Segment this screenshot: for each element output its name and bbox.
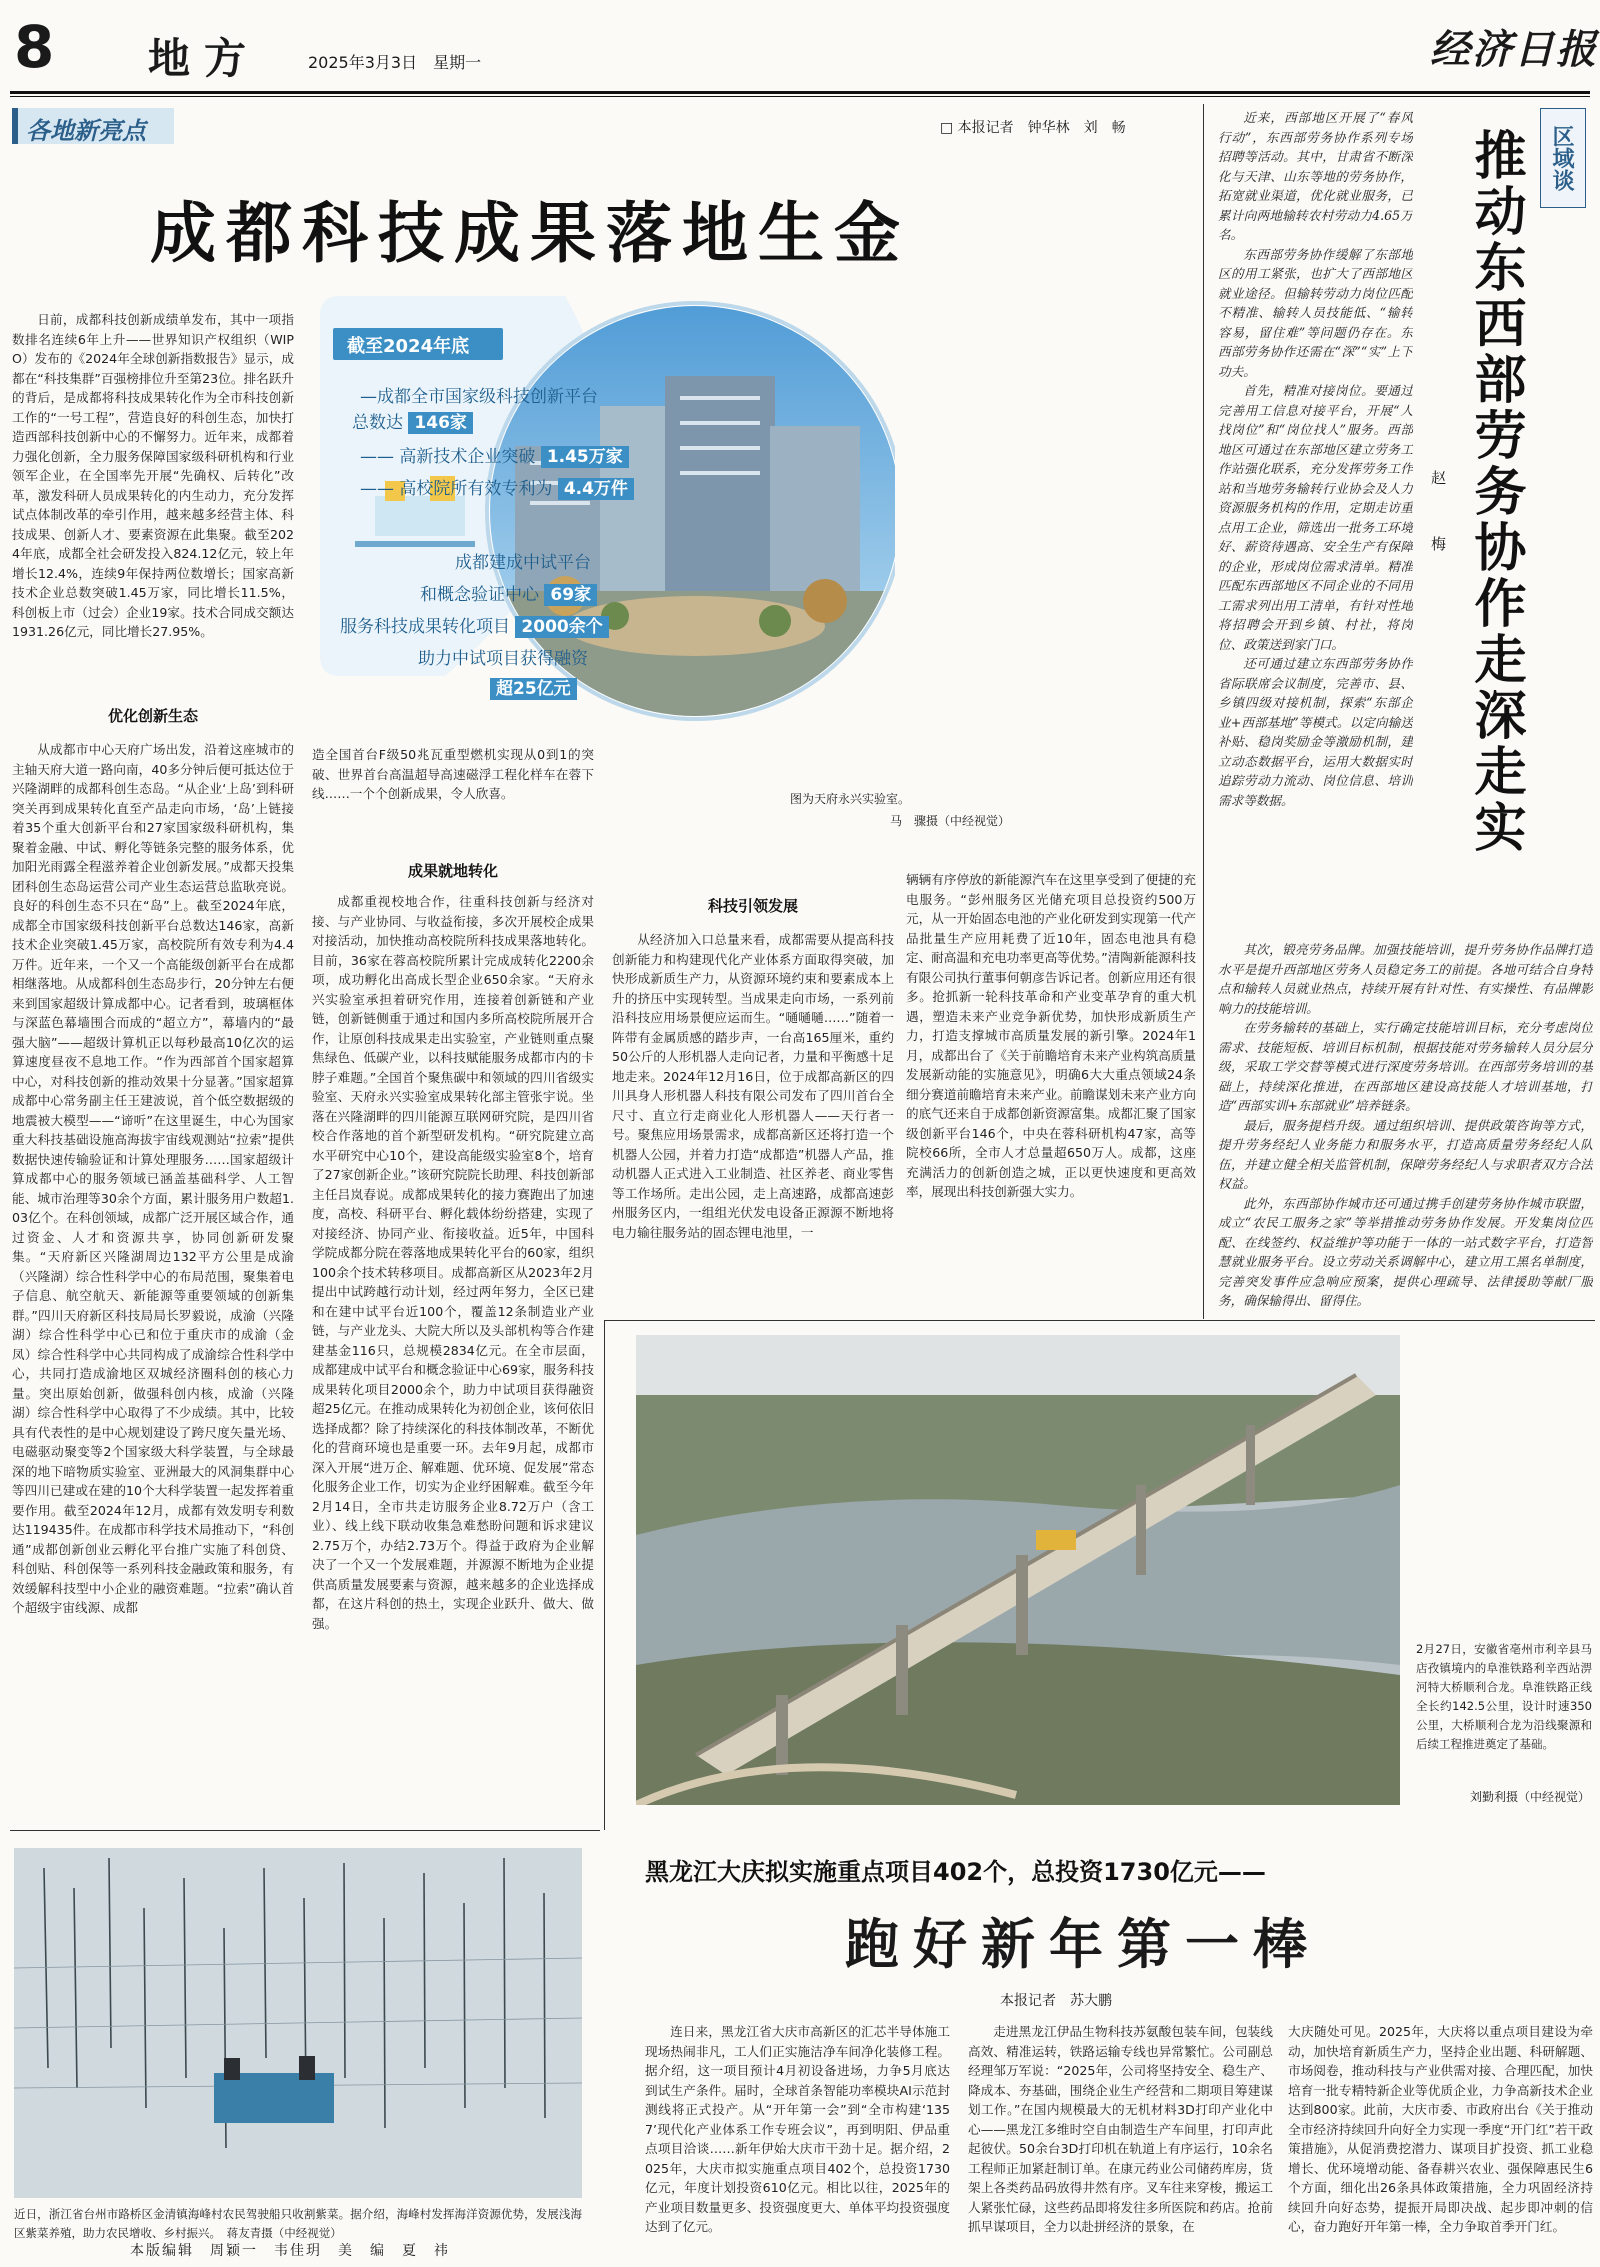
bridge-caption: 2月27日，安徽省亳州市利辛县马店孜镇境内的阜淮铁路利辛西站淠河特大桥顺利合龙。阜淮铁路正线全长约142.5公里，设计时速350公里，大桥顺利合龙为沿线聚源和后续工程推进奠定了基础。 xyxy=(1416,1642,1592,1751)
seaweed-photo-art xyxy=(14,1848,582,2198)
bridge-photo xyxy=(636,1335,1400,1805)
bridge-photo-art xyxy=(636,1335,1400,1805)
infographic xyxy=(315,296,895,816)
header-date: 2025年3月3日 星期一 xyxy=(308,53,482,72)
header-rule-thin xyxy=(10,96,1590,97)
infographic-banner: 截至2024年底 xyxy=(333,328,503,360)
info-line-4: 成都建成中试平台 xyxy=(455,553,591,573)
sidebar-p8: 此外，东西部协作城市还可通过携手创建劳务协作城市联盟，成立“农民工服务之家”等举措推动劳务协作发展。开发集岗位匹配、在线签约、权益维护等功能于一体的一站式数字平台，打造智慧就业服务平台。设立劳动关系调解中心，建立用工黑名单制度，完善突发事件应急响应预案，提供心理疏导、法律援助等献厂服务，确保输得出、留得住。 xyxy=(1218,1195,1593,1308)
info-line-7: 助力中试项目获得融资 xyxy=(418,649,588,669)
sidebar-body-b xyxy=(1218,940,1593,1320)
info-num-financing: 超25亿元 xyxy=(490,678,577,700)
daqing-col2: 走进黑龙江伊品生物科技苏氨酸包装车间，包装线高效、精准运转，铁路运输专线也异常繁忙。公司副总经理邹万军说：“2025年，公司将坚持安全、稳生产、降成本、夯基础，围绕企业生产经营和二期项目筹建谋划工作。”在国内规模最大的无机材料3D打印产业化中心——黑龙江多维时空自由制造生产车间里，打印声此起彼伏。50余台3D打印机在轨道上有序运行，10余名工程师正加紧赶制订单。在康元药业公司储药库房，货架上各类药品码放得井然有序。叉车往来穿梭，搬运工人紧张忙碌，这些药品即将发往多所医院和药店。抢前抓早谋项目，全力以赴拼经济的景象，在 xyxy=(968,2024,1273,2234)
info-line-6 xyxy=(340,612,609,637)
info-line-1b xyxy=(352,408,473,433)
sidebar-p1: 近来，西部地区开展了“春风行动”，东西部劳务协作系列专场招聘等活动。其中，甘肃省不断深化与天津、山东等地的劳务协作，拓宽就业渠道，优化就业服务，已累计向两地输转农村劳动力4.65万名。 xyxy=(1218,110,1413,242)
main-col2: 成都重视校地合作，往重科技创新与经济对接、与产业协同、与收益衔接，多次开展校企成果对接活动，加快推动高校院所科技成果落地转化。目前，36家在蓉高校院所累计完成成转化2200余项，成功孵化出高成长型企业650余家。“天府永兴实验室承担着研究作用，连接着创新链和产业链，创新链侧重于通过和国内多所高校院所展开合作，让原创科技成果走出实验室，产业链则重点聚焦绿色、低碳产业，以科技赋能服务成都市内的卡脖子难题。”全国首个聚焦碳中和领域的四川省级实验室、天府永兴实验室成果转化部主管张宇说。坐落在兴隆湖畔的四川能源互联网研究院，是四川省校合作落地的首个新型研发机构。“研究院建立高水平研究中心10个，建设高能级实验室8个，培育了27家创新企业。”该研究院院长助理、科技创新部主任吕岚春说。成都成果转化的接力赛跑出了加速度，高校、科研平台、孵化载体纷纷搭建，实现了对接经济、协同产业、衔接收益。近5年，中国科学院成都分院在蓉落地成果转化平台的60家，组织100余个技术转移项目。成都高新区从2023年2月提出中试跨越行动计划，经过两年努力，全区已建和在建中试平台近100个，覆盖12条制造业产业链，与产业龙头、大院大所以及头部机构等合作建建基金116只，总规模2834亿元。在全市层面，成都建成中试平台和概念验证中心69家，服务科技成果转化项目2000余个，助力中试项目获得融资超25亿元。在推动成果转化为初创企业，该何依旧选择成都？除了持续深化的科技体制改革，不断优化的营商环境也是重要一环。去年9月起，成都市深入开展“进万企、解难题、优环境、促发展”常态化服务企业工作，切实为企业纾困解难。截至今年2月14日，全市共走访服务企业8.72万户（含工业）、线上线下联动收集急难愁盼问题和诉求建议2.75万个，办结2.73万个。得益于政府为企业解决了一个又一个发展难题，并源源不断地为企业提供高质量发展要素与资源，越来越多的企业选择成都，在这片科创的热土，实现企业跃升、做大、做强。 xyxy=(312,894,594,1631)
info-line-2-text: 高新技术企业突破 xyxy=(399,447,536,467)
daqing-byline: 本报记者 苏大鹏 xyxy=(1000,1993,1112,2009)
info-line-1: —成都全市国家级科技创新平台 xyxy=(360,387,598,407)
subhead-conversion: 成果就地转化 xyxy=(407,862,498,880)
info-line-5-text: 和概念验证中心 xyxy=(420,585,539,605)
info-line-1-text: 成都全市国家级科技创新平台 xyxy=(377,387,598,407)
sidebar-headline: 推动东西部劳务协作走深走实 xyxy=(1465,128,1526,856)
sidebar-author: 赵 梅 xyxy=(1429,470,1447,569)
sidebar-p3: 首先，精准对接岗位。要通过完善用工信息对接平台，开展“人找岗位”和“岗位找人”服务。西部地区可通过在东部地区建立劳务工作站强化联系，充分发挥劳务工作站和当地劳务输转行业协会及人力资源服务机构的作用，定期走访重点用工企业，筛选出一批务工环境好、薪资待遇高、安全生产有保障的企业，形成岗位需求清单。精准匹配东西部地区不同企业的不同用工需求列出用工清单，有针对性地将招聘会开到乡镇、村社，将岗位、政策送到家门口。 xyxy=(1218,383,1413,652)
footer-editors: 本版编辑 周颖一 韦佳玥 美 编 夏 祎 xyxy=(130,2243,450,2259)
info-num-pilot: 69家 xyxy=(544,584,597,606)
seaweed-caption-text: 近日，浙江省台州市路桥区金清镇海峰村农民驾驶船只收割紫菜。据介绍，海峰村发挥海洋资源优势，发展浅海区紫菜养殖，助力农民增收、乡村振兴。 xyxy=(14,2207,582,2240)
info-num-patents: 4.4万件 xyxy=(558,478,634,500)
info-num-enterprises: 1.45万家 xyxy=(541,446,629,468)
page-number: 8 xyxy=(14,13,55,81)
daqing-subtitle: 黑龙江大庆拟实施重点项目402个，总投资1730亿元—— xyxy=(645,1858,1266,1886)
column-divider xyxy=(604,1320,605,1830)
info-line-3-text: 高校院所有效专利为 xyxy=(399,479,553,499)
sidebar-p2: 东西部劳务协作缓解了东部地区的用工紧张，也扩大了西部地区就业途径。但输转劳动力岗位匹配不精准、输转人员技能低、“输转容易，留住难”等问题仍存在。东西部劳务协作还需在“深”“实”上下功夫。 xyxy=(1218,246,1413,379)
main-col4: 辆辆有序停放的新能源汽车在这里享受到了便捷的充电服务。“彭州服务区光储充项目总投资约500万元，从一开始固态电池的产业化研发到实现第一代产品批量生产应用耗费了近10年，固态电池具有稳定、耐高温和充电功率更高等优势。”清陶新能源科技有限公司执行董事何朝彦告诉记者。创新应用还有很多。抢抓新一轮科技革命和产业变革孕育的重大机遇，塑造未来产业竞争新优势，加快形成新质生产力，打造支撑城市高质量发展的新引擎。2024年1月，成都出台了《关于前瞻培育未来产业构筑高质量发展新动能的实施意见》，明确6大大重点领域24条细分赛道前瞻培育未来产业。前瞻谋划未来产业方向的底气还来自于成都创新资源富集。成都汇聚了国家级创新平台146个，中央在蓉科研机构47家，高等院校66所，全市人才总量超650万人。成都，这座充满活力的创新创造之城，正以更快速度和更高效率，展现出科技创新强大实力。 xyxy=(906,872,1196,1199)
info-line-5 xyxy=(420,580,597,605)
seaweed-credit: 蒋友青摄（中经视觉） xyxy=(226,2226,342,2240)
daqing-col1: 连日来，黑龙江省大庆市高新区的汇芯半导体施工现场热闹非凡，工人们正实施洁净车间净化装修工程。据介绍，这一项目预计4月初设备进场，力争5月底达到试生产条件。届时，全球首条智能功率模块AI示范封测线将正式投产。从“开年第一会”到“全市构建‘1357’现代化产业体系工作专班会议”，再到明阳、伊品重点项目洽谈……新年伊始大庆市干劲十足。据介绍，2025年，大庆市拟实施重点项目402个，总投资1730亿元，年度计划投资610亿元。相比以往，2025年的产业项目数量更多、投资强度更大、单体平均投资强度达到了亿元。 xyxy=(645,2024,950,2234)
main-byline: □ 本报记者 钟华林 刘 畅 xyxy=(940,120,1126,136)
sidebar-p5: 其次，锻亮劳务品牌。加强技能培训，提升劳务协作品牌打造水平是提升西部地区劳务人员稳定务工的前提。各地可结合自身特点和输转人员就业热点，持续开展有针对性、有实操性、有品牌影响力的技能培训。 xyxy=(1218,942,1593,1016)
lab-photo-caption: 图为天府永兴实验室。 xyxy=(790,792,911,806)
main-headline: 成都科技成果落地生金 xyxy=(150,194,910,272)
header-rule xyxy=(10,91,1590,94)
bridge-credit: 刘勤利摄（中经视觉） xyxy=(1470,1790,1591,1804)
main-col3: 从经济加入口总量来看，成都需要从提高科技创新能力和构建现代化产业体系方面取得突破，加快形成新质生产力，从资源环境约束和要素成本上升的挤压中实现转型。当成果走向市场，一系列前沿科技应用场景便应运而生。“嗵嗵嗵……”随着一阵带有金属质感的踏步声，一台高165厘米，重约50公斤的人形机器人走向记者，力量和平衡感十足地走来。2024年12月16日，位于成都高新区的四川具身人形机器人科技有限公司发布了四川首台全尺寸、直立行走商业化人形机器人——天行者一号。聚焦应用场景需求，成都高新区还将打造一个机器人公园，并着力打造“成都造”机器人产品，推动机器人正式进入工业制造、社区养老、商业零售等工作场所。走出公园，走上高速路，成都高速彭州服务区内，一组组光伏发电设备正源源不断地将电力输往服务站的固态锂电池里，一 xyxy=(612,932,894,1240)
sidebar-p7: 最后，服务提档升级。通过组织培训、提供政策咨询等方式，提升劳务经纪人业务能力和服务水平，打造高质量劳务经纪人队伍，并建立健全相关监管机制，保障劳务经纪人与求职者双方合法权益。 xyxy=(1218,1117,1593,1191)
column-tag: 各地新亮点 xyxy=(12,108,174,144)
sidebar-divider xyxy=(1203,104,1204,1319)
main-col1-top: 日前，成都科技创新成绩单发布，其中一项指数排名连续6年上升——世界知识产权组织（WIPO）发布的《2024年全球创新指数报告》显示，成都在“科技集群”百强榜排位升至第23位。排名跃升的背后，是成都将科技成果转化作为全市科技创新工作的“一号工程”，营造良好的科创生态，加快打造西部科技创新中心的不懈努力。近年来，成都着力强化创新，全力服务保障国家级科研机构和行业领军企业，在全国率先开展“先确权、后转化”改革，激发科研人员成果转化的内生动力，充分发挥试点体制改革的牵引作用，越来越多经营主体、科技成果、创新人才、要素资源在此集聚。截至2024年底，成都全社会研发投入824.12亿元，较上年增长12.4%，连续9年保持两位数增长；国家高新技术企业总数突破1.45万家，同比增长11.5%，科创板上市（过会）企业19家。技术合同成交额达1931.26亿元，同比增长27.95%。 xyxy=(12,312,294,639)
subhead-leading: 科技引领发展 xyxy=(707,897,798,915)
seaweed-photo xyxy=(14,1848,582,2198)
info-line-1b-text: 总数达 xyxy=(352,413,403,433)
section-divider-mid xyxy=(605,1320,1595,1321)
info-line-2: —— 高新技术企业突破 1.45万家 xyxy=(360,442,629,467)
section-name: 地方 xyxy=(148,34,261,83)
region-column-tag: 区域谈 xyxy=(1540,108,1586,208)
daqing-col3: 大庆随处可见。2025年，大庆将以重点项目建设为牵动，加快培育新质生产力，坚持企业出题、科研解题、市场阅卷，推动科技与产业供需对接、合理匹配，加快培育一批专精特新企业等优质企业，力争高新技术企业达到800家。此前，大庆市委、市政府出台《关于推动全市经济持续回升向好全力实现一季度“开门红”若干政策措施》，从促消费挖潜力、谋项目扩投资、抓工业稳增长、优环境增动能、备春耕兴农业、强保障惠民生6个方面，细化出26条具体政策措施，全力巩固经济持续回升向好态势，提振开局即决战、起步即冲刺的信心，奋力跑好开年第一棒，全力争取首季开门红。 xyxy=(1288,2024,1593,2234)
info-line-7b xyxy=(490,674,577,699)
daqing-headline: 跑好新年第一棒 xyxy=(845,1912,1321,1976)
info-num-projects: 2000余个 xyxy=(515,616,608,638)
main-col2-top: 造全国首台F级50兆瓦重型燃机实现从0到1的突破、世界首台高温超导高速磁浮工程化样车在蓉下线……一个个创新成果，令人欣喜。 xyxy=(312,747,594,801)
sidebar-p6: 在劳务输转的基础上，实行确定技能培训目标，充分考虑岗位需求、技能短板、培训目标机制，根据技能对劳务输转人员分层分级，采取工学交替等模式进行深度劳务培训。在西部劳务培训的基础上，持续深化推进，在西部地区建设高技能人才培训基地，打造“西部实训+东部就业”培养链条。 xyxy=(1218,1020,1593,1113)
seaweed-caption xyxy=(14,2205,582,2243)
masthead-logo: 经济日报 xyxy=(1430,26,1598,73)
lab-photo-credit: 马 骤摄（中经视觉） xyxy=(890,814,1011,828)
subhead-ecology: 优化创新生态 xyxy=(107,707,198,725)
info-line-6-text: 服务科技成果转化项目 xyxy=(340,617,510,637)
info-num-platforms: 146家 xyxy=(408,412,473,434)
sidebar-p4: 还可通过建立东西部劳务协作省际联席会议制度，完善市、县、乡镇四级对接机制，探索“东部企业+西部基地”等模式。以定向输送补贴、稳岗奖励金等激励机制，建立动态数据平台，运用大数据实时追踪劳动力流动、岗位信息、培训需求等数据。 xyxy=(1218,656,1413,808)
section-divider-left xyxy=(10,1830,600,1831)
infographic-art xyxy=(315,296,895,816)
info-line-3: —— 高校院所有效专利为 4.4万件 xyxy=(360,474,634,499)
main-col1-bottom: 从成都市中心天府广场出发，沿着这座城市的主轴天府大道一路向南，40多分钟后便可抵达位于兴隆湖畔的成都科创生态岛。“从企业‘上岛’到科研突关再到成果转化直至产品走向市场，‘岛’上链接着35个重大创新平台和27家国家级科研机构，集聚着金融、中试、孵化等链条完整的服务体系，优加阳光雨露全程滋养着企业创新发展。”成都天投集团科创生态岛运营公司产业生态运营总监耿亮说。良好的科创生态不只在“岛”上。截至2024年底，成都全市国家级科技创新平台总数达146家，高新技术企业突破1.45万家，高校院所有效专利为4.4万件。近年来，一个又一个高能级创新平台在成都相继落地。从成都科创生态岛步行，20分钟左右便来到国家超级计算成都中心。记者看到，玻璃框体与深蓝色幕墙围合而成的“超立方”，幕墙内的“最强大脑”——超级计算机正以每秒最高10亿次的运算速度昼夜不息地工作。“作为西部首个国家超算中心，对科技创新的推动效果十分显著。”国家超算成都中心常务副主任王建波说，首个低空数据级的地震被大模型——“谛听”在这里诞生，中心为国家重大科技基础设施高海拔宇宙线观测站“拉索”提供数据快速传输验证和计算处理服务……国家超级计算成都中心的服务领域已涵盖基础科学、人工智能、城市治理等30余个方面，累计服务用户数超1.03亿个。在科创领域，成都广泛开展区域合作，通过资金、人才和资源共享，协同创新研发聚集。“天府新区兴隆湖周边132平方公里是成渝（兴隆湖）综合性科学中心的布局范围，聚集着电子信息、航空航天、新能源等重要领域的创新集群。”四川天府新区科技局局长罗毅说，成渝（兴隆湖）综合性科学中心已和位于重庆市的成渝（金凤）综合性科学中心共同构成了成渝综合性科学中心，共同打造成渝地区双城经济圈科创的核心力量。突出原始创新，做强科创内核，成渝（兴隆湖）综合性科学中心取得了不少成绩。其中，比较具有代表性的是中心规划建设了跨尺度矢量光场、电磁驱动聚变等2个国家级大科学装置，与全球最深的地下暗物质实验室、亚洲最大的风洞集群中心等四川已建或在建的10个大科学装置一起发挥着重要作用。截至2024年12月，成都有效发明专利数达119435件。在成都市科学技术局推动下，“科创通”成都创新创业云孵化平台推广实施了科创贷、科创贴、科创保等一系列科技金融政策和服务，有效缓解科技型中小企业的融资难题。“拉索”确认首个超级宇宙线源、成都 xyxy=(12,742,294,1615)
